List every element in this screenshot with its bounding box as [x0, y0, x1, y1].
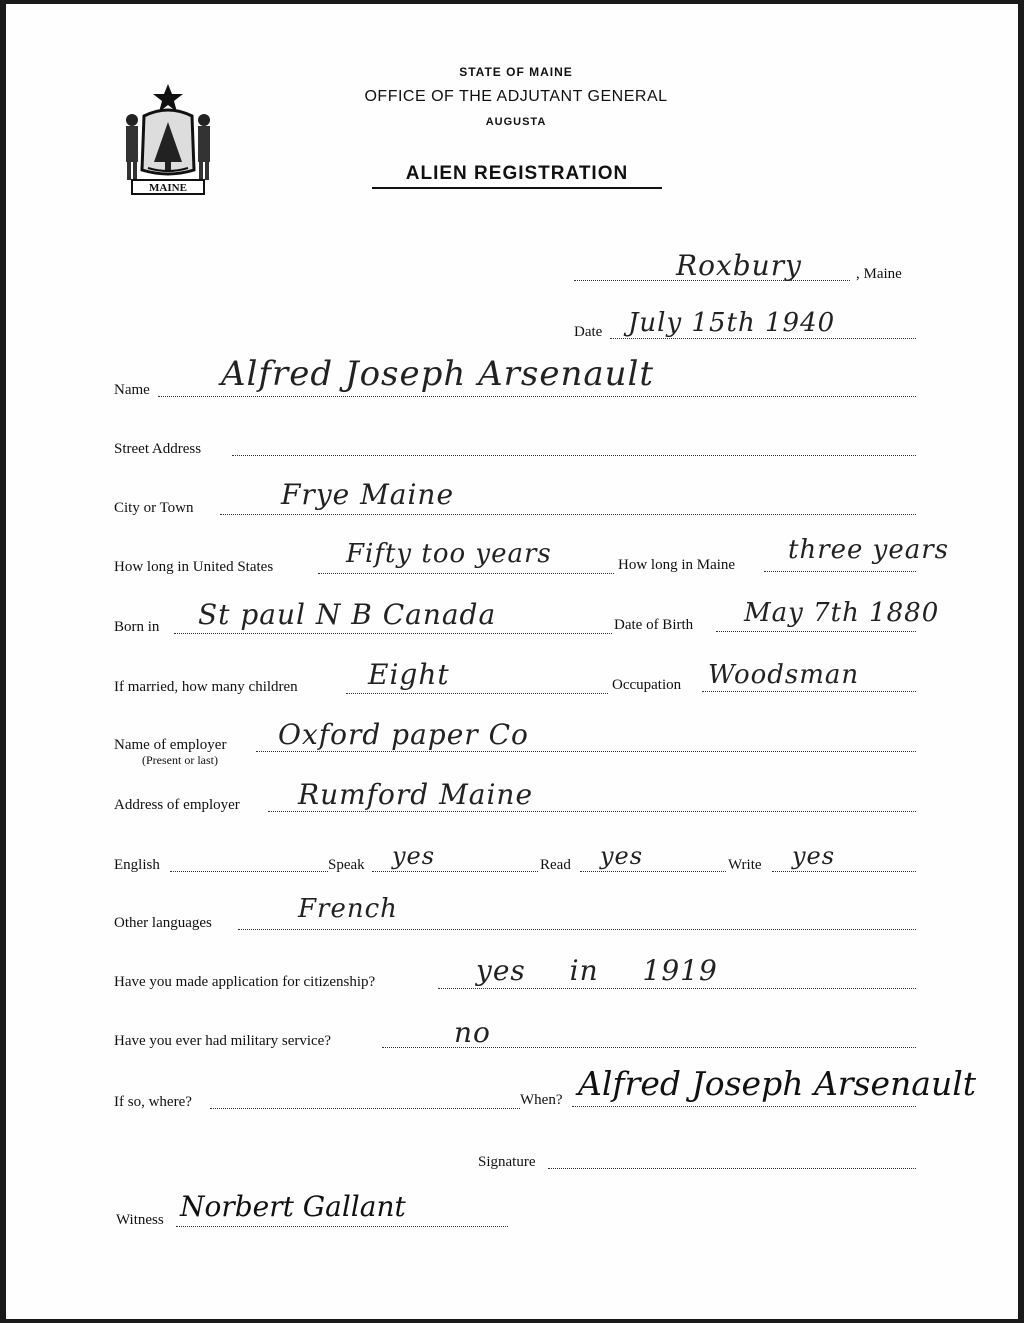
- street-line: [232, 455, 916, 456]
- date-label: Date: [574, 324, 603, 340]
- speak-value: yes: [392, 842, 436, 870]
- born-in-label: Born in: [114, 619, 160, 635]
- employer-value: Oxford paper Co: [278, 718, 529, 751]
- citizenship-value: yes in 1919: [476, 954, 718, 987]
- how-long-maine-line: [764, 571, 916, 572]
- registration-form: [6, 4, 1018, 1319]
- children-label: If married, how many children: [114, 679, 298, 695]
- city-line: [220, 514, 916, 515]
- header-office: OFFICE OF THE ADJUTANT GENERAL: [364, 88, 668, 105]
- read-label: Read: [540, 857, 571, 873]
- employer-address-label: Address of employer: [114, 797, 240, 813]
- page-title: ALIEN REGISTRATION: [372, 163, 662, 189]
- where-line: [210, 1108, 520, 1109]
- read-value: yes: [600, 842, 644, 870]
- born-in-value: St paul N B Canada: [198, 598, 497, 631]
- other-languages-line: [238, 929, 916, 930]
- name-value: Alfred Joseph Arsenault: [221, 354, 655, 394]
- occupation-label: Occupation: [612, 677, 682, 693]
- write-label: Write: [728, 857, 762, 873]
- town-value: Roxbury: [676, 249, 802, 282]
- employer-sublabel: (Present or last): [142, 753, 218, 767]
- how-long-us-value: Fifty too years: [346, 539, 552, 569]
- date-value: July 15th 1940: [628, 308, 836, 338]
- read-line: [580, 871, 726, 872]
- city-value: Frye Maine: [281, 478, 455, 511]
- header-state: STATE OF MAINE: [459, 65, 573, 79]
- signature-label: Signature: [478, 1154, 536, 1170]
- employer-line: [256, 751, 916, 752]
- occupation-line: [702, 691, 916, 692]
- speak-label: Speak: [328, 857, 365, 873]
- signature-value: Alfred Joseph Arsenault: [578, 1064, 977, 1103]
- street-label: Street Address: [114, 441, 202, 457]
- dob-label: Date of Birth: [614, 617, 694, 633]
- born-in-line: [174, 633, 612, 634]
- dob-value: May 7th 1880: [744, 598, 940, 628]
- citizenship-label: Have you made application for citizenship?: [114, 974, 376, 990]
- write-value: yes: [792, 842, 836, 870]
- state-suffix: , Maine: [856, 266, 902, 282]
- witness-line: [176, 1226, 508, 1227]
- how-long-maine-label: How long in Maine: [618, 557, 736, 573]
- employer-label: Name of employer: [114, 737, 227, 753]
- children-value: Eight: [368, 658, 450, 691]
- seal-text: MAINE: [149, 182, 187, 194]
- english-line: [170, 871, 328, 872]
- name-label: Name: [114, 382, 150, 398]
- military-label: Have you ever had military service?: [114, 1033, 331, 1049]
- english-label: English: [114, 857, 160, 873]
- header-city: AUGUSTA: [485, 116, 547, 128]
- when-label: When?: [520, 1092, 563, 1108]
- state-seal-icon: [114, 82, 222, 200]
- how-long-maine-value: three years: [788, 535, 950, 565]
- name-line: [158, 396, 916, 397]
- dob-line: [716, 631, 916, 632]
- occupation-value: Woodsman: [708, 660, 860, 690]
- write-line: [772, 871, 916, 872]
- other-languages-value: French: [298, 894, 398, 924]
- employer-address-line: [268, 811, 916, 812]
- employer-address-value: Rumford Maine: [298, 778, 534, 811]
- speak-line: [372, 871, 538, 872]
- children-line: [346, 693, 608, 694]
- witness-label: Witness: [116, 1212, 164, 1228]
- how-long-us-line: [318, 573, 614, 574]
- when-line: [572, 1106, 916, 1107]
- signature-line: [548, 1168, 916, 1169]
- witness-value: Norbert Gallant: [180, 1190, 406, 1223]
- city-label: City or Town: [114, 500, 194, 516]
- other-languages-label: Other languages: [114, 915, 212, 931]
- military-value: no: [454, 1016, 491, 1049]
- date-line: [610, 338, 916, 339]
- how-long-us-label: How long in United States: [114, 559, 274, 575]
- citizenship-line: [438, 988, 916, 989]
- where-label: If so, where?: [114, 1094, 192, 1110]
